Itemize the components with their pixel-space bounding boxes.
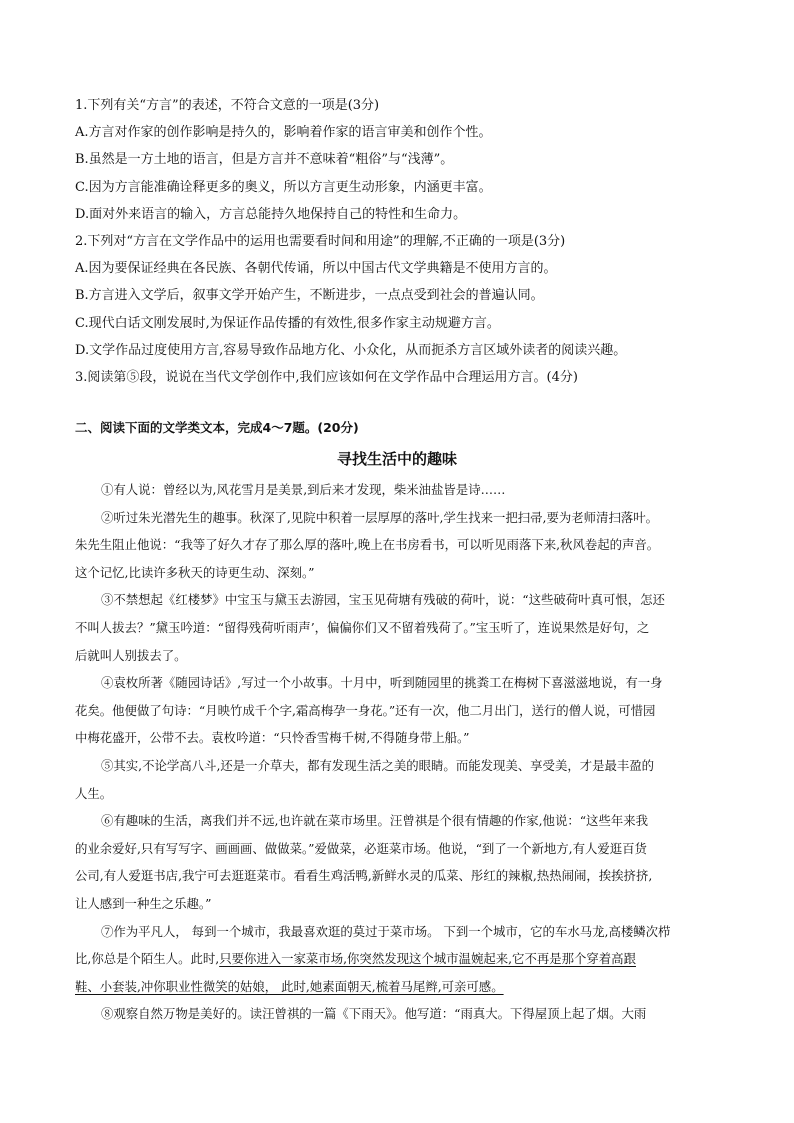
paragraph-7-line-1: ⑦作为平凡人， 每到一个城市，我最喜欢逛的莫过于菜市场。 下到一个城市，它的车水马龙,高楼鳞次栉 xyxy=(101,923,671,939)
question-1-option-d: D.面对外来语言的输入，方言总能持久地保持自己的特性和生命力。 xyxy=(75,206,467,222)
question-1-option-a: A.方言对作家的创作影响是持久的，影响着作家的语言审美和创作个性。 xyxy=(75,125,492,141)
question-2-stem: 2.下列对“方言在文学作品中的运用也需要看时间和用途”的理解,不正确的一项是(3分) xyxy=(75,234,566,250)
question-1-option-c: C.因为方言能准确诠释更多的奥义，所以方言更生动形象，内涵更丰富。 xyxy=(75,179,492,195)
paragraph-6-line-2: 的业余爱好,只有写写字、画画画、做做菜。”爱做菜，必逛菜市场。他说，“到了一个新地方,有人爱逛百货 xyxy=(75,840,647,856)
question-block xyxy=(75,92,725,391)
underlined-sentence-part-2: 鞋、小套装,冲你职业性微笑的姑娘， 此时,她素面朝天,梳着马尾辫,可亲可感。 xyxy=(75,978,504,994)
question-2-option-a: A.因为要保证经典在各民族、各朝代传诵，所以中国古代文学典籍是不使用方言的。 xyxy=(75,261,557,277)
section-heading: 二、阅读下面的文学类文本，完成4～7题。(20分) xyxy=(75,420,359,435)
paragraph-5-line-2: 人生。 xyxy=(75,785,113,801)
paragraph-2-line-1: ②听过朱光潜先生的趣事。秋深了,见院中积着一层厚厚的落叶,学生找来一把扫帚,要为老师清扫落叶。 xyxy=(101,509,659,525)
paragraph-5-line-1: ⑤其实,不论学高八斗,还是一介草夫，都有发现生活之美的眼睛。而能发现美、享受美，才是最丰盈的 xyxy=(101,757,655,773)
paragraph-7-line-2 xyxy=(75,945,725,973)
paragraph-8-line-1: ⑧观察自然万物是美好的。读汪曾祺的一篇《下雨天》。他写道：“雨真大。下得屋顶上起了烟。大雨 xyxy=(101,1006,647,1022)
question-3-stem: 3.阅读第⑤段，说说在当代文学创作中,我们应该如何在文学作品中合理运用方言。(4分) xyxy=(75,370,578,386)
underlined-sentence-part-1: 只要你进入一家菜市场,你突然发现这个城市温婉起来,它不再是那个穿着高跟 xyxy=(219,951,636,967)
question-1-stem: 1.下列有关“方言”的表述，不符合文意的一项是(3分) xyxy=(75,98,380,113)
question-1-option-b: B.虽然是一方土地的语言，但是方言并不意味着“粗俗”与“浅薄”。 xyxy=(75,152,454,168)
paragraph-6-line-1: ⑥有趣味的生活，离我们并不远,也许就在菜市场里。汪曾祺是个很有情趣的作家,他说：“这些年来我 xyxy=(101,813,649,829)
paragraph-2-line-2: 朱先生阻止他说：“我等了好久才存了那么厚的落叶,晚上在书房看书，可以听见雨落下来,秋风卷起的声音。 xyxy=(75,537,660,553)
paragraph-2-line-3: 这个记忆,比读许多秋天的诗更生动、深刻。” xyxy=(75,564,315,580)
paragraph-7-line-2-plain: 比,你总是个陌生人。此时, xyxy=(75,951,220,967)
paragraph-3-line-1: ③不禁想起《红楼梦》中宝玉与黛玉去游园，宝玉见荷塘有残破的荷叶，说：“这些破荷叶真可恨，怎还 xyxy=(101,592,665,608)
question-2-option-d: D.文学作品过度使用方言,容易导致作品地方化、小众化，从而扼杀方言区域外读者的阅读兴趣。 xyxy=(75,342,627,358)
paragraph-6-line-4: 让人感到一种生之乐趣。” xyxy=(75,895,212,911)
article-title: 寻找生活中的趣味 xyxy=(336,450,457,468)
question-2-option-b: B.方言进入文学后，叙事文学开始产生，不断进步，一点点受到社会的普遍认同。 xyxy=(75,288,544,304)
paragraph-6-line-3: 公司,有人爱逛书店,我宁可去逛逛菜市。看看生鸡活鸭,新鲜水灵的瓜菜、彤红的辣椒,热热闹闹，挨挨挤挤, xyxy=(75,868,653,884)
article-body xyxy=(75,476,725,1028)
paragraph-1: ①有人说：曾经以为,风花雪月是美景,到后来才发现，柴米油盐皆是诗…… xyxy=(101,482,506,497)
question-2-option-c: C.现代白话文刚发展时,为保证作品传播的有效性,很多作家主动规避方言。 xyxy=(75,315,500,331)
paragraph-3-line-2: 不叫人拔去？”黛玉吟道：“留得残荷听雨声’，偏偏你们又不留着残荷了。”宝玉听了，连说果然是好句，之 xyxy=(75,619,650,635)
paragraph-4-line-2: 花矣。他便做了句诗：“月映竹成千个字,霜高梅孕一身花。”还有一次，他二月出门，送行的僧人说，可惜园 xyxy=(75,702,656,718)
paragraph-3-line-3: 后就叫人别拔去了。 xyxy=(75,647,187,663)
paragraph-4-line-1: ④袁枚所著《随园诗话》,写过一个小故事。十月中，听到随园里的挑粪工在梅树下喜滋滋地说，有一身 xyxy=(101,675,663,691)
paragraph-4-line-3: 中梅花盛开，公带不去。袁枚吟道：“只怜香雪梅千树,不得随身带上船。” xyxy=(75,730,470,746)
